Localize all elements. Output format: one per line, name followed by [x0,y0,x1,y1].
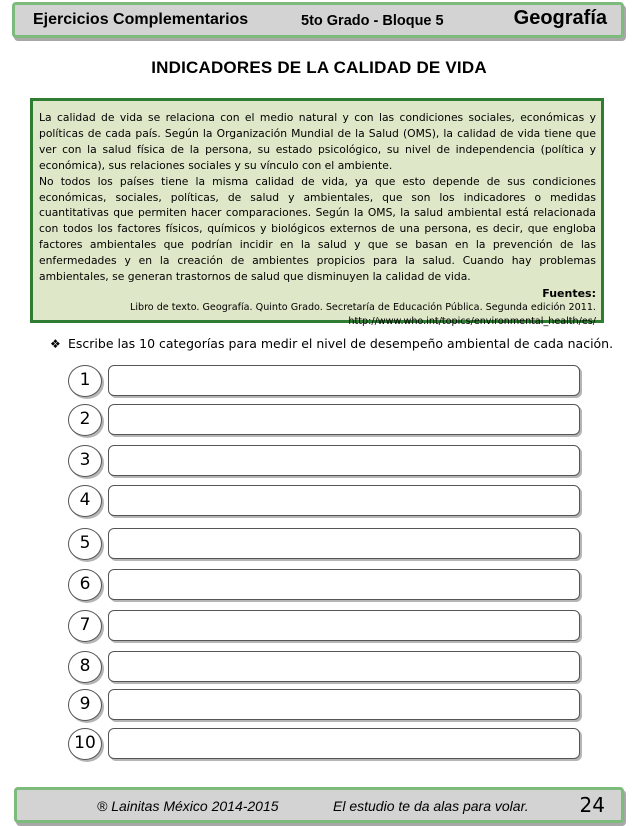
answer-field-10[interactable] [108,728,580,759]
answer-row-5 [68,528,584,560]
answer-field-4[interactable] [108,485,580,516]
instruction [50,336,613,351]
answer-field-3[interactable] [108,445,580,476]
number-circle-6: 6 [68,569,102,601]
number-circle-8: 8 [68,651,102,683]
page-title: INDICADORES DE LA CALIDAD DE VIDA [151,58,487,77]
answer-row-7 [68,610,584,642]
reading-paragraph-2: No todos los países tiene la misma calidad de vida, ya que esto depende de sus condiciones económicas, sociales, políticas, de salud y ambientales, que son los indicadores o medidas cuantitativas que permiten hacer comparaciones. Según la OMS, la salud ambiental está relacionada con todos los factores físicos, químicos y biológicos externos de una persona, es decir, que engloba factores ambientales que podrían incidir en la salud y que se basan en la prevención de las enfermedades y en la creación de ambientes propicios para la salud. Cuando hay problemas ambientales, se generan trastornos de salud que disminuyen la calidad de vida. [39,174,596,284]
page-number: 24 [579,793,605,817]
answer-field-9[interactable] [108,689,580,720]
instruction-text: Escribe las 10 categorías para medir el nivel de desempeño ambiental de cada nación. [68,336,614,351]
source-textbook: Libro de texto. Geografía. Quinto Grado. Secretaría de Educación Pública. Segunda edición 2011. [129,301,596,313]
answer-row-8 [68,651,584,683]
footer-motto: El estudio te da alas para volar. [333,798,529,814]
reading-box [30,98,604,328]
header-subject-title: Geografía [513,7,607,29]
sources-label: Fuentes: [542,286,596,300]
diamond-bullet-icon: ❖ [50,337,61,351]
number-circle-10: 10 [68,728,102,760]
header-grade-label: 5to Grado - Bloque 5 [301,13,444,29]
number-circle-5: 5 [68,528,102,560]
answer-field-2[interactable] [108,404,580,435]
reading-paragraph-1: La calidad de vida se relaciona con el medio natural y con las condiciones sociales, económicas y políticas de cada país. Según la Organización Mundial de la Salud (OMS), la calidad de vida tiene que ver con la salud física de la persona, su estado psicológico, su nivel de independencia (política y económica), sus relaciones sociales y su vínculo con el ambiente. [39,111,596,172]
number-circle-4: 4 [68,485,102,517]
answer-row-2 [68,404,584,436]
answer-row-4 [68,485,584,517]
number-circle-3: 3 [68,445,102,477]
answer-row-6 [68,569,584,601]
number-circle-9: 9 [68,689,102,721]
answer-field-1[interactable] [108,365,580,396]
number-circle-7: 7 [68,610,102,642]
footer-bar [14,787,624,823]
number-circle-1: 1 [68,365,102,397]
footer-copyright: ® Lainitas México 2014-2015 [97,798,279,814]
answer-field-6[interactable] [108,569,580,600]
answer-row-10 [68,728,584,760]
answer-field-5[interactable] [108,528,580,559]
answer-row-1 [68,365,584,397]
answer-row-9 [68,689,584,721]
header-series-label: Ejercicios Complementarios [33,11,249,28]
number-circle-2: 2 [68,404,102,436]
source-link[interactable]: http://www.who.int/topics/environmental_health/es/ [348,316,596,328]
answer-field-7[interactable] [108,610,580,641]
header-bar [12,2,624,38]
answer-row-3 [68,445,584,477]
answer-field-8[interactable] [108,651,580,682]
